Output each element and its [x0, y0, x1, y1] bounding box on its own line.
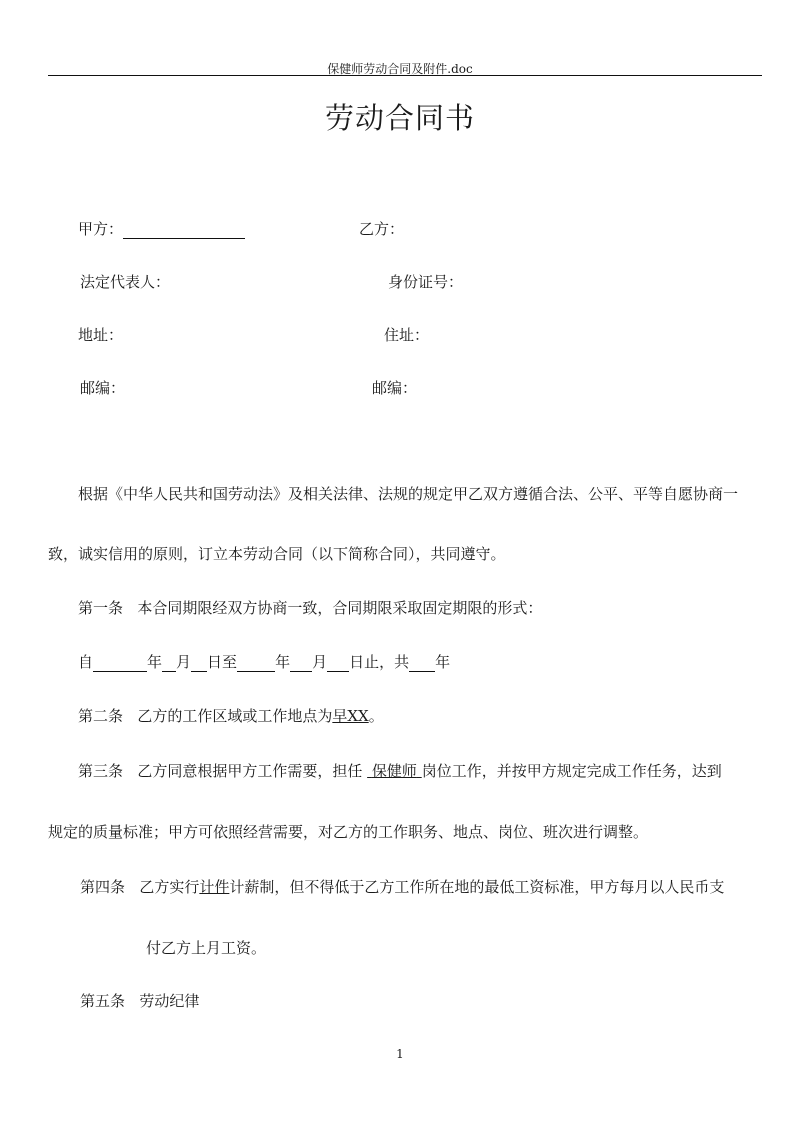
article-3	[78, 760, 722, 781]
postcode-b-label: 邮编：	[372, 379, 418, 397]
postcode-a-label: 邮编：	[80, 379, 126, 397]
residence-label: 住址：	[384, 326, 430, 344]
address-label: 地址：	[78, 326, 124, 344]
intro-line-1: 根据《中华人民共和国劳动法》及相关法律、法规的规定甲乙双方遵循合法、公平、平等自愿协商一	[78, 485, 739, 503]
header-divider	[48, 75, 762, 76]
term-year-label: 年	[147, 653, 163, 671]
article-1-label: 第一条	[78, 599, 124, 617]
article-2-end: 。	[368, 707, 384, 725]
article-3-line-2: 规定的质量标准；甲方可依照经营需要，对乙方的工作职务、地点、岗位、班次进行调整。	[48, 823, 649, 841]
party-a-label: 甲方：	[78, 220, 124, 238]
term-from-label: 自	[78, 653, 94, 671]
article-5-label: 第五条	[80, 992, 126, 1010]
page-title: 劳动合同书	[324, 101, 475, 135]
article-3-text-after: 岗位工作，并按甲方规定完成工作任务，达到	[421, 762, 722, 780]
legal-rep-label: 法定代表人：	[80, 273, 171, 291]
article-2-text: 乙方的工作区域或工作地点为	[137, 707, 333, 725]
page-number: 1	[396, 1047, 404, 1061]
term-day-to-label: 日至	[207, 653, 238, 671]
article-4	[80, 876, 724, 897]
document-header-filename: 保健师劳动合同及附件.doc	[327, 62, 473, 76]
article-3-label: 第三条	[78, 762, 124, 780]
article-1-term	[78, 651, 450, 672]
article-2-label: 第二条	[78, 707, 124, 725]
intro-line-2: 致，诚实信用的原则，订立本劳动合同（以下简称合同），共同遵守。	[48, 545, 506, 563]
party-b-label: 乙方：	[359, 220, 405, 238]
term-years-label: 年	[435, 653, 451, 671]
position-value: 保健师	[371, 762, 417, 780]
total-years-blank	[409, 655, 435, 672]
term-month-label: 月	[176, 653, 192, 671]
work-location-value: 早XX	[332, 707, 369, 725]
party-a-row	[78, 218, 245, 239]
party-a-blank	[123, 222, 245, 239]
term-year-label-2: 年	[275, 653, 291, 671]
start-year-blank	[93, 655, 147, 672]
article-2	[78, 705, 384, 726]
article-3-text: 乙方同意根据甲方工作需要，担任	[137, 762, 363, 780]
end-month-blank	[290, 655, 312, 672]
article-5	[80, 990, 199, 1011]
start-day-blank	[191, 655, 207, 672]
article-1	[78, 597, 542, 618]
article-1-text: 本合同期限经双方协商一致，合同期限采取固定期限的形式：	[137, 599, 543, 617]
start-month-blank	[162, 655, 176, 672]
term-month-label-2: 月	[312, 653, 328, 671]
id-number-label: 身份证号：	[388, 273, 464, 291]
article-4-text-after: 计薪制，但不得低于乙方工作所在地的最低工资标准，甲方每月以人民币支	[229, 878, 725, 896]
article-4-line-2: 付乙方上月工资。	[146, 939, 267, 957]
end-day-blank	[327, 655, 349, 672]
article-4-text: 乙方实行	[139, 878, 200, 896]
article-5-text: 劳动纪律	[139, 992, 200, 1010]
end-year-blank	[237, 655, 275, 672]
term-end-label: 日止，共	[349, 653, 410, 671]
pay-type-value: 计件	[199, 878, 230, 896]
article-4-label: 第四条	[80, 878, 126, 896]
